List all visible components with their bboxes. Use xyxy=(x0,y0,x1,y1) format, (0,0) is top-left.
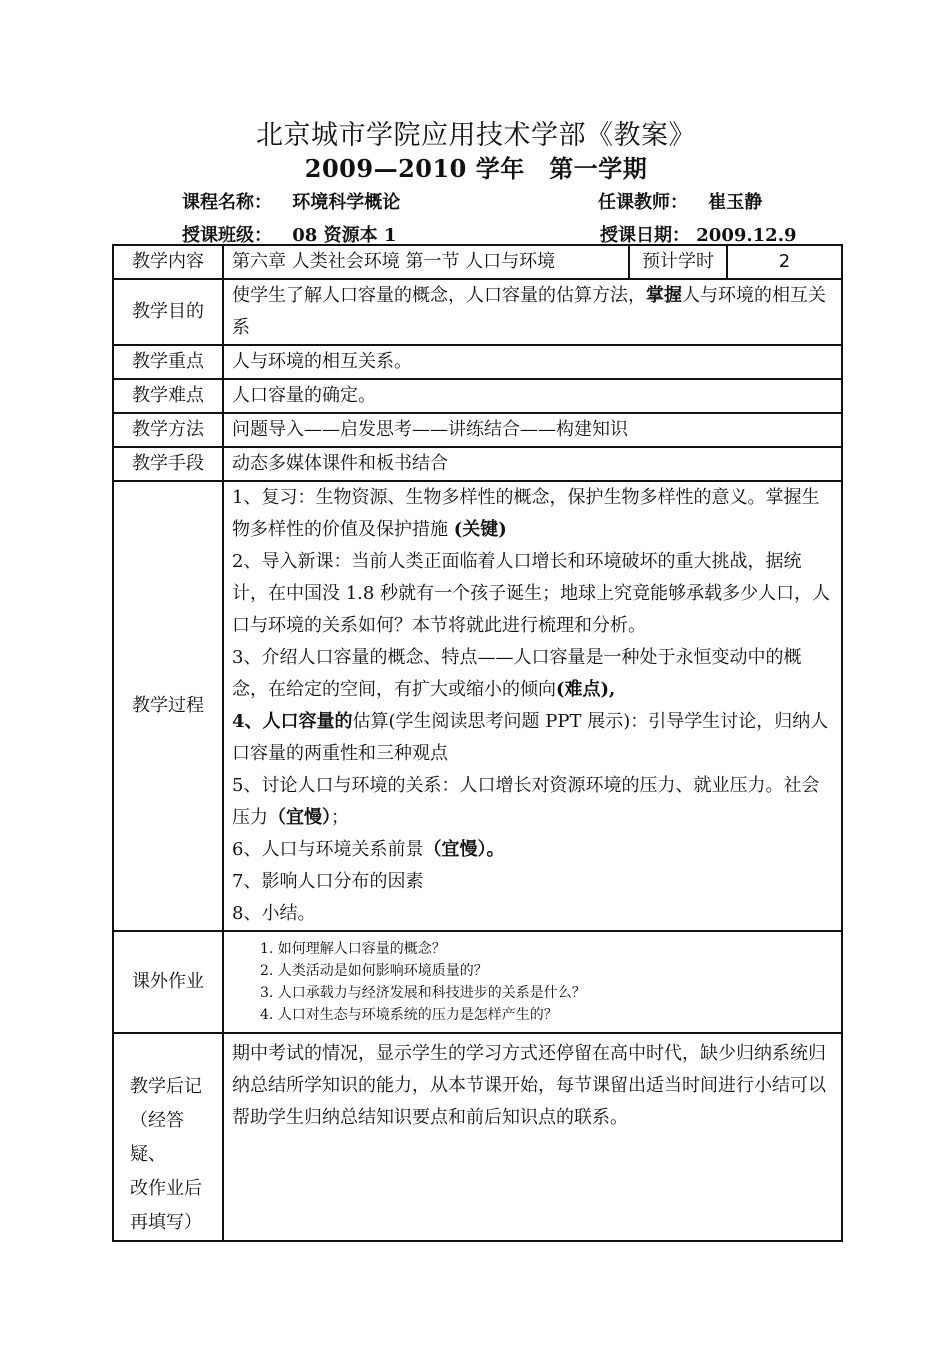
teacher-value: 崔玉静 xyxy=(708,192,763,213)
process-step-6 xyxy=(232,834,833,866)
process-step-5-emphasis: （宜慢） xyxy=(268,807,331,828)
process-row xyxy=(113,481,842,931)
date-value: 2009.12.9 xyxy=(696,225,797,246)
means-row xyxy=(113,447,842,481)
process-step-3-text: 3、介绍人口容量的概念、特点——人口容量是一种处于永恒变动中的概念，在给定的空间，有扩大或缩小的倾向 xyxy=(232,647,802,700)
notes-row xyxy=(113,1033,842,1241)
process-step-6-emphasis: （宜慢）。 xyxy=(423,839,505,860)
process-step-7: 7、影响人口分布的因素 xyxy=(232,871,424,892)
method-row xyxy=(113,413,842,447)
means-label: 教学手段 xyxy=(113,447,223,481)
content-label: 教学内容 xyxy=(113,245,223,279)
method-value: 问题导入——启发思考——讲练结合——构建知识 xyxy=(223,413,842,447)
process-step-1-text: 1、复习：生物资源、生物多样性的概念，保护生物多样性的意义。掌握生物多样性的价值及保护措施 xyxy=(232,487,820,540)
process-step-4-text: 估算(学生阅读思考问题 PPT 展示)：引导学生讨论，归纳人口容量的两重性和三种观点 xyxy=(232,711,829,764)
means-value: 动态多媒体课件和板书结合 xyxy=(223,447,842,481)
content-row xyxy=(113,245,842,279)
course-name-value: 环境科学概论 xyxy=(292,192,401,213)
focus-value: 人与环境的相互关系。 xyxy=(223,345,842,379)
lesson-plan-table xyxy=(112,244,843,1242)
goal-row xyxy=(113,279,842,345)
hours-label: 预计学时 xyxy=(629,245,727,279)
process-step-6-text: 6、人口与环境关系前景 xyxy=(232,839,424,860)
notes-value: 期中考试的情况，显示学生的学习方式还停留在高中时代，缺少归纳系统归纳总结所学知识的能力，从本节课开始，每节课留出适当时间进行小结可以帮助学生归纳总结知识要点和前后知识点的联系。 xyxy=(223,1033,842,1241)
process-label: 教学过程 xyxy=(113,481,223,931)
content-value: 第六章 人类社会环境 第一节 人口与环境 xyxy=(223,245,629,279)
class-value: 08 资源本 1 xyxy=(292,225,397,246)
difficulty-row xyxy=(113,379,842,413)
goal-text-a: 使学生了解人口容量的概念，人口容量的估算方法， xyxy=(232,285,646,306)
process-step-5 xyxy=(232,770,833,834)
notes-label-line-2: （经答疑、 xyxy=(130,1110,184,1165)
teacher-field xyxy=(598,188,762,214)
homework-item: 2. 人类活动是如何影响环境质量的？ xyxy=(260,963,488,979)
process-step-1-emphasis: (关键) xyxy=(453,519,507,540)
homework-list xyxy=(223,931,842,1033)
process-step-8: 8、小结。 xyxy=(232,903,316,924)
method-label: 教学方法 xyxy=(113,413,223,447)
hours-value: 2 xyxy=(727,245,842,279)
notes-label-line-3: 改作业后 xyxy=(130,1178,202,1199)
homework-label: 课外作业 xyxy=(113,931,223,1033)
process-step-2: 2、导入新课：当前人类正面临着人口增长和环境破坏的重大挑战，据统计，在中国没 1.8 秒就有一个孩子诞生；地球上究竟能够承载多少人口，人口与环境的关系如何？本节将就此进行梳理和分析。 xyxy=(232,551,831,636)
process-step-3 xyxy=(232,642,833,706)
focus-label: 教学重点 xyxy=(113,345,223,379)
process-step-4 xyxy=(232,706,833,770)
homework-item: 4. 人口对生态与环境系统的压力是怎样产生的？ xyxy=(260,1007,558,1023)
goal-text-b: 掌握 xyxy=(646,285,682,306)
term-title: 2009—2010 学年 第一学期 xyxy=(304,154,648,183)
process-step-1 xyxy=(232,482,833,546)
homework-row xyxy=(113,931,842,1033)
notes-label-line-4: 再填写） xyxy=(130,1212,202,1233)
process-step-4-emphasis: 4、人口容量的 xyxy=(232,711,353,732)
process-value xyxy=(223,481,842,931)
process-step-5-text: 5、讨论人口与环境的关系：人口增长对资源环境的压力、就业压力。社会压力 xyxy=(232,775,820,828)
notes-label-line-1: 教学后记 xyxy=(130,1076,202,1097)
course-name-field xyxy=(182,188,400,214)
focus-row xyxy=(113,345,842,379)
process-step-5-end: ； xyxy=(331,807,349,828)
difficulty-label: 教学难点 xyxy=(113,379,223,413)
document-title: 北京城市学院应用技术学部《教案》 xyxy=(256,120,696,151)
homework-item: 3. 人口承载力与经济发展和科技进步的关系是什么？ xyxy=(260,985,586,1001)
goal-value xyxy=(223,279,842,345)
homework-item: 1. 如何理解人口容量的概念？ xyxy=(260,941,446,957)
goal-text-c: 人与环境的相互关系 xyxy=(232,285,826,338)
teacher-label: 任课教师： xyxy=(598,192,688,213)
class-label: 授课班级： xyxy=(182,225,272,246)
difficulty-value: 人口容量的确定。 xyxy=(223,379,842,413)
course-name-label: 课程名称： xyxy=(182,192,272,213)
process-step-3-emphasis: (难点), xyxy=(556,679,616,700)
date-label: 授课日期： xyxy=(600,225,690,246)
goal-label: 教学目的 xyxy=(113,279,223,345)
notes-label xyxy=(113,1033,223,1241)
